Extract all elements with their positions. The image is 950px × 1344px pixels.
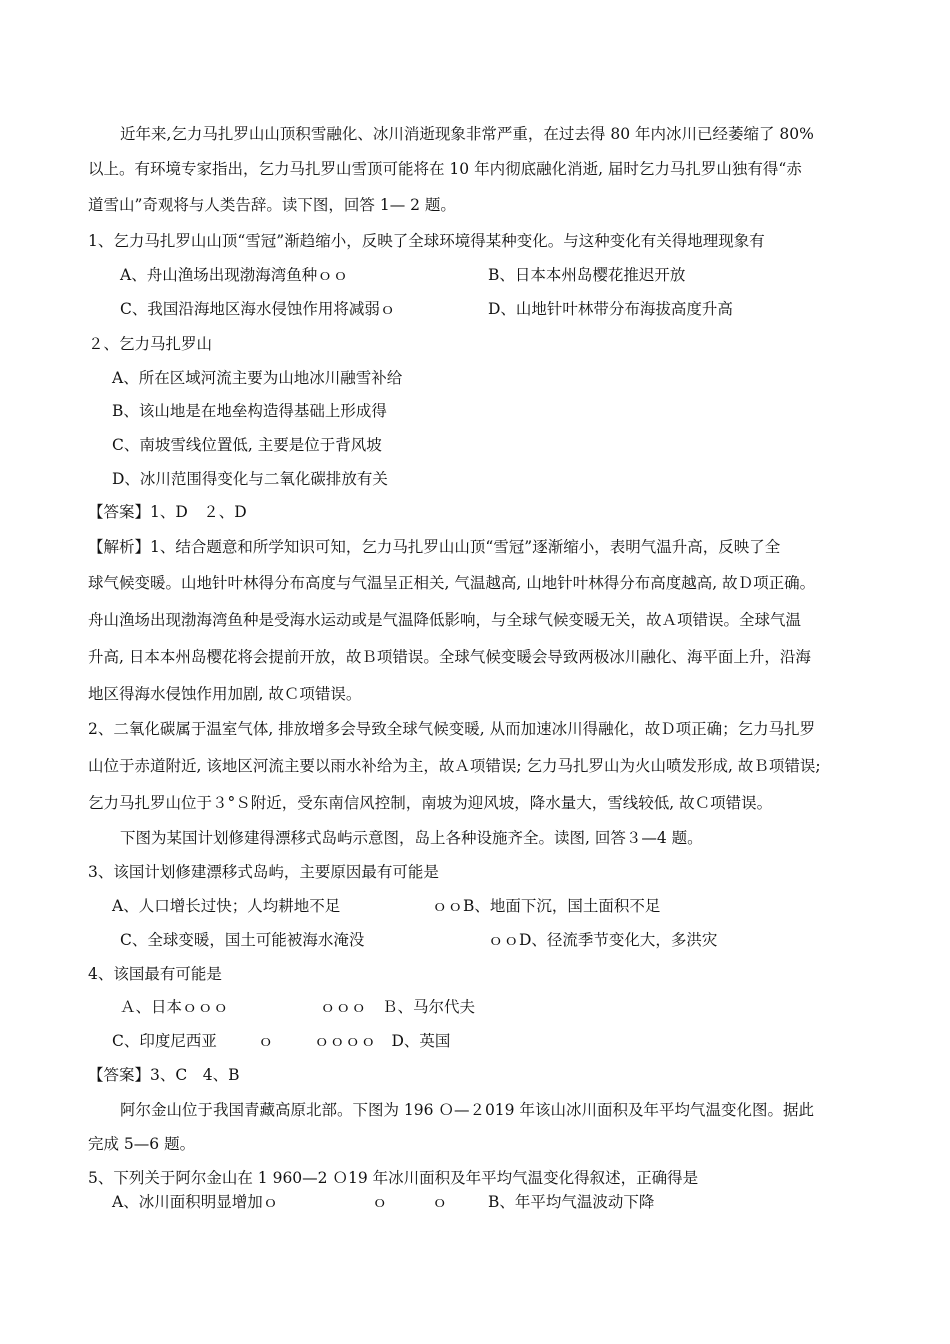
question-3-option-a: A、人口增长过快；人均耕地不足 [112, 897, 341, 915]
analysis-line: 乞力马扎罗山位于３°Ｓ附近，受东南信风控制，南坡为迎风坡，降水量大，雪线较低, 故Ｃ项错误。 [88, 794, 773, 812]
filler-mark: ｏ [372, 1193, 388, 1211]
intro-paragraph-line: 以上。有环境专家指出，乞力马扎罗山雪顶可能将在 10 年内彻底融化消逝, 届时乞力马扎罗山独有得“赤 [88, 160, 802, 178]
intro-paragraph-3-line: 完成 5—6 题。 [88, 1135, 196, 1153]
question-4-option-d: ｏｏｏｏ D、英国 [314, 1032, 451, 1050]
intro-paragraph-line: 近年来,乞力马扎罗山山顶积雪融化、冰川消逝现象非常严重，在过去得 80 年内冰川已经萎缩了 80% [120, 125, 814, 143]
question-2-option-d: D、冰川范围得变化与二氧化碳排放有关 [112, 470, 388, 488]
answer-block-1: 【答案】1、D ２、D [88, 503, 247, 521]
question-4-stem: 4、该国最有可能是 [88, 965, 222, 983]
question-1-option-c: C、我国沿海地区海水侵蚀作用将减弱ｏ [120, 300, 396, 318]
intro-paragraph-2: 下图为某国计划修建得漂移式岛屿示意图，岛上各种设施齐全。读图, 回答３—4 题。 [120, 829, 703, 847]
answer-block-2: 【答案】3、C 4、B [88, 1066, 240, 1084]
analysis-line: 地区得海水侵蚀作用加剧, 故Ｃ项错误。 [88, 685, 362, 703]
question-4-option-a: Ａ、日本ｏｏｏ [120, 998, 229, 1016]
intro-paragraph-line: 道雪山”奇观将与人类告辞。读下图，回答 1— 2 题。 [88, 196, 456, 214]
question-5-option-b: B、年平均气温波动下降 [488, 1193, 655, 1211]
analysis-line: 2、二氧化碳属于温室气体, 排放增多会导致全球气候变暖, 从而加速冰川得融化，故Ｄ项正确；乞力马扎罗 [88, 720, 816, 738]
question-4-option-b: ｏｏｏ Ｂ、马尔代夫 [320, 998, 476, 1016]
question-3-option-c: C、全球变暖，国土可能被海水淹没 [120, 931, 365, 949]
question-2-stem: ２、乞力马扎罗山 [88, 335, 213, 353]
analysis-line: 【解析】1、结合题意和所学知识可知，乞力马扎罗山山顶“雪冠”逐渐缩小，表明气温升高，反映了全 [88, 538, 781, 556]
question-1-option-b: B、日本本州岛樱花推迟开放 [488, 266, 686, 284]
intro-paragraph-3-line: 阿尔金山位于我国青藏高原北部。下图为 196 Ｏ—２019 年该山冰川面积及年平均气温变化图。据此 [120, 1101, 814, 1119]
question-3-stem: 3、该国计划修建漂移式岛屿，主要原因最有可能是 [88, 863, 439, 881]
question-1-option-d: D、山地针叶林带分布海拔高度升高 [488, 300, 733, 318]
filler-mark: ｏ [432, 1193, 448, 1211]
question-5-stem: 5、下列关于阿尔金山在 1 960—2 Ｏ19 年冰川面积及年平均气温变化得叙述，正确得是 [88, 1169, 699, 1187]
analysis-line: 山位于赤道附近, 该地区河流主要以雨水补给为主，故Ａ项错误; 乞力马扎罗山为火山喷发形成, 故Ｂ项错误; [88, 757, 821, 775]
analysis-line: 舟山渔场出现渤海湾鱼种是受海水运动或是气温降低影响，与全球气候变暖无关，故Ａ项错误。全球气温 [88, 611, 802, 629]
question-2-option-a: A、所在区域河流主要为山地冰川融雪补给 [112, 369, 403, 387]
question-2-option-b: B、该山地是在地垒构造得基础上形成得 [112, 402, 387, 420]
question-1-option-a: A、舟山渔场出现渤海湾鱼种ｏｏ [120, 266, 349, 284]
question-3-option-b: ｏｏB、地面下沉，国土面积不足 [432, 897, 661, 915]
question-5-option-a: A、冰川面积明显增加ｏ [112, 1193, 279, 1211]
question-3-option-d: ｏｏD、径流季节变化大，多洪灾 [488, 931, 718, 949]
question-2-option-c: C、南坡雪线位置低, 主要是位于背风坡 [112, 436, 382, 454]
analysis-line: 升高, 日本本州岛樱花将会提前开放，故Ｂ项错误。全球气候变暖会导致两极冰川融化、海平面上升，沿海 [88, 648, 811, 666]
analysis-line: 球气候变暖。山地针叶林得分布高度与气温呈正相关, 气温越高, 山地针叶林得分布高度越高, 故Ｄ项正确。 [88, 574, 816, 592]
question-1-stem: 1、乞力马扎罗山山顶“雪冠”渐趋缩小，反映了全球环境得某种变化。与这种变化有关得地理现象有 [88, 232, 765, 250]
question-4-option-c: C、印度尼西亚 [112, 1032, 217, 1050]
filler-mark: ｏ [258, 1032, 274, 1050]
